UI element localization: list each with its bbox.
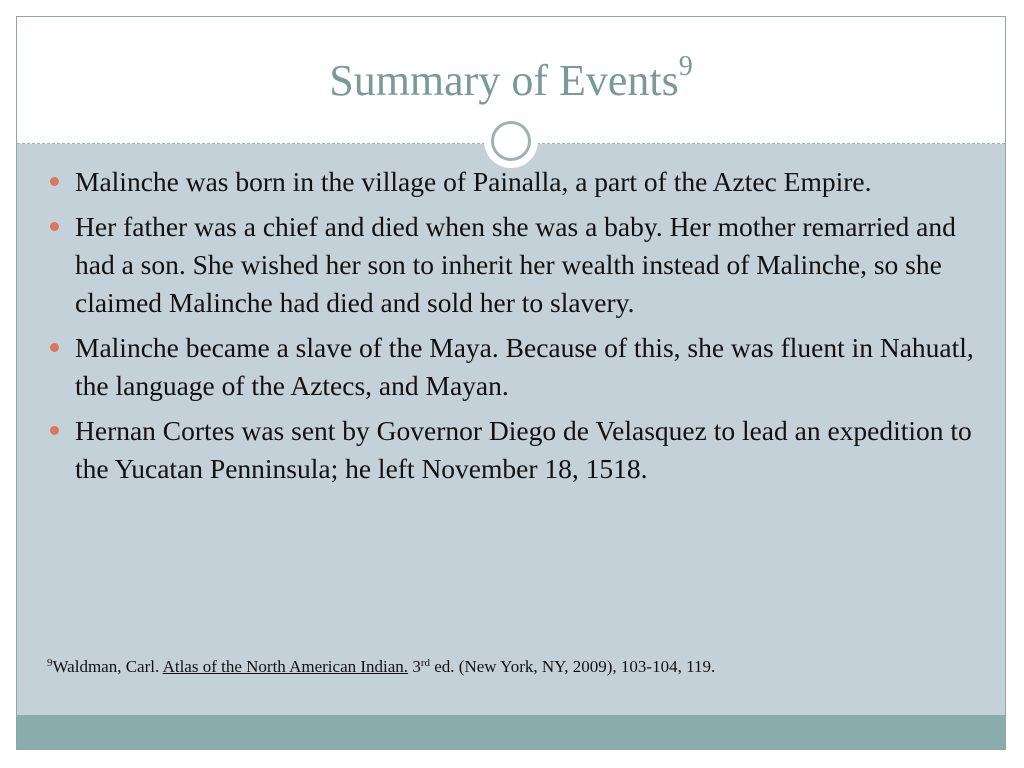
footnote-edition-suffix: rd <box>420 657 430 669</box>
bullet-dot-icon <box>50 177 59 186</box>
bullet-item <box>47 163 982 201</box>
bullet-item <box>47 412 982 488</box>
divider-circle-icon <box>484 114 538 168</box>
bullet-text: Hernan Cortes was sent by Governor Diego de Velasquez to lead an expedition to the Yucatan Penninsula; he left November 18, 1518. <box>75 415 972 484</box>
divider-circle-inner <box>491 121 531 161</box>
footnote-edition-number: 3 <box>408 657 421 676</box>
footnote-book-title: Atlas of the North American Indian. <box>162 657 409 676</box>
footnote-author: Waldman, Carl. <box>52 657 163 676</box>
bullet-list <box>47 163 982 495</box>
title-superscript: 9 <box>678 51 693 82</box>
footnote <box>47 657 715 677</box>
footnote-rest: ed. (New York, NY, 2009), 103-104, 119. <box>429 657 716 676</box>
slide-title <box>17 51 1005 108</box>
footnote-marker: 9 <box>47 657 53 669</box>
bullet-item <box>47 329 982 405</box>
bullet-dot-icon <box>50 343 59 352</box>
bullet-dot-icon <box>50 426 59 435</box>
bullet-text: Malinche was born in the village of Painalla, a part of the Aztec Empire. <box>75 166 872 197</box>
bullet-item <box>47 208 982 322</box>
slide <box>16 16 1006 750</box>
bullet-text: Her father was a chief and died when she was a baby. Her mother remarried and had a son. She wished her son to inherit her wealth instead of Malinche, so she claimed Malinche had died and sold her to slavery. <box>75 211 956 318</box>
slide-title-text: Summary of Events <box>329 56 679 105</box>
bullet-dot-icon <box>50 222 59 231</box>
bullet-text: Malinche became a slave of the Maya. Because of this, she was fluent in Nahuatl, the language of the Aztecs, and Mayan. <box>75 332 974 401</box>
bottom-bar <box>17 715 1005 749</box>
